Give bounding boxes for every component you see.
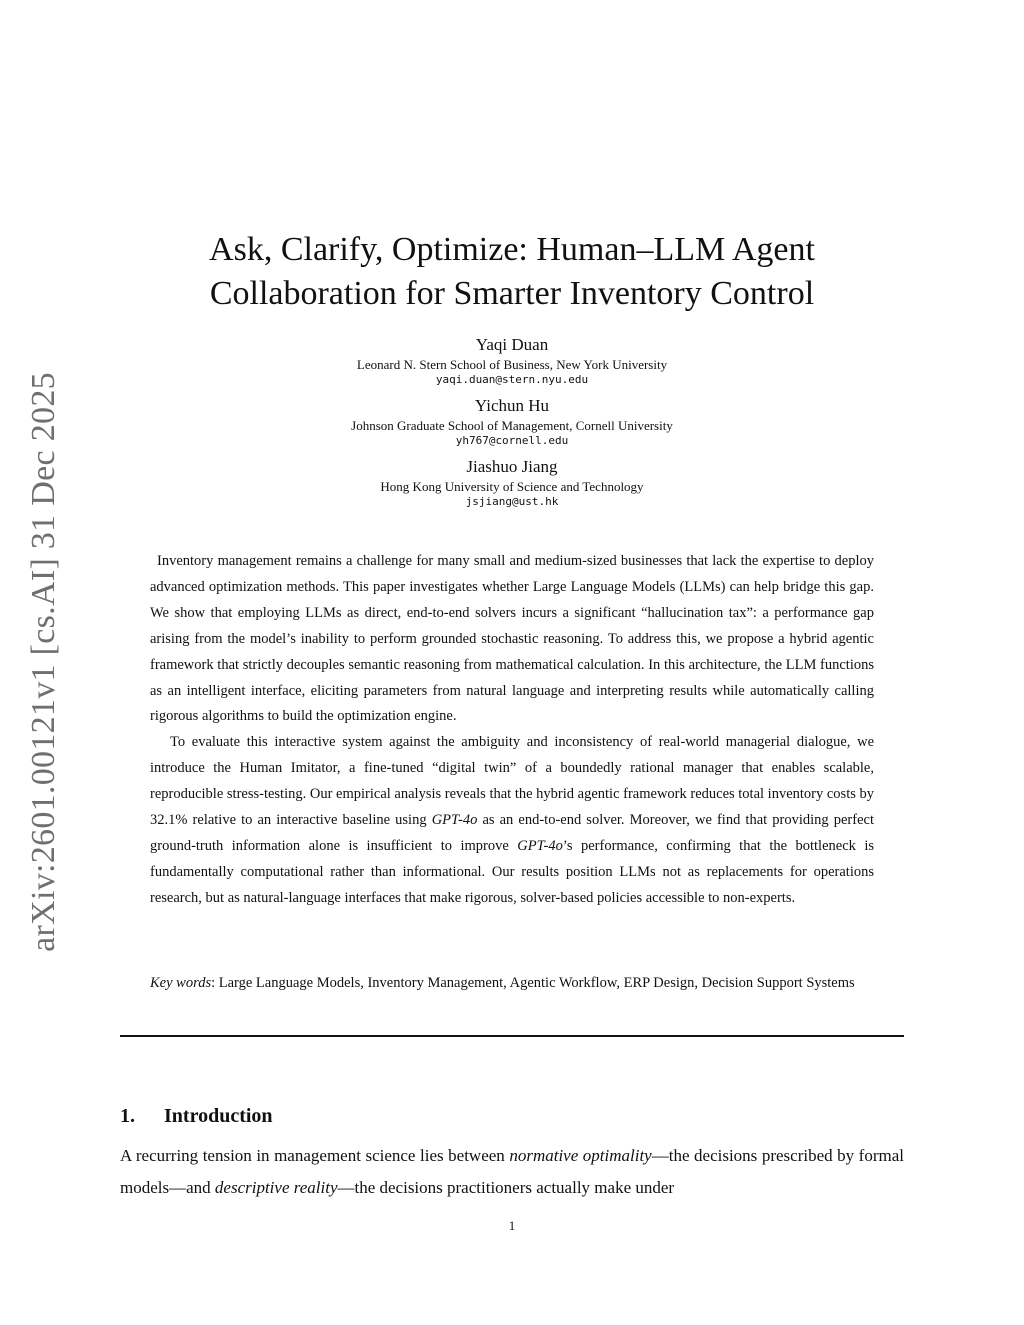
page-number: 1	[508, 1218, 516, 1233]
intro-text: —the decisions practitioners actually make under	[337, 1178, 675, 1197]
author-email: yh767@cornell.edu	[455, 434, 569, 447]
keywords-text: Large Language Models, Inventory Management, Agentic Workflow, ERP Design, Decision Support Systems	[218, 975, 855, 991]
abstract-text: To evaluate this interactive system against the ambiguity and inconsistency of real-world managerial dialogue, we introduce the Human Imitator, a fine-tuned “digital twin” of a boundedly rational manager that enables scalable, reproducible stress-testing. Our empirical analysis reveals that the hybrid agentic framework reduces total inventory costs by 32.1% relative to an interactive baseline using	[150, 734, 874, 829]
abstract-text: as an end-to-end solver. Moreover, we find that providing perfect ground-truth information alone is insufficient to improve	[150, 812, 874, 854]
paper-title	[120, 228, 904, 316]
arxiv-side-stamp: arXiv:2601.00121v1 [cs.AI] 31 Dec 2025	[25, 372, 62, 952]
intro-text: A recurring tension in management science lies between	[120, 1146, 510, 1165]
title-line-1: Ask, Clarify, Optimize: Human–LLM Agent	[209, 231, 815, 268]
author-block	[120, 334, 904, 517]
keywords-label: Key words	[150, 975, 212, 991]
abstract-text: ’s performance, confirming that the bottleneck is fundamentally computational rather than informational. Our results position LLMs not as replacements for operations research, but as natural-language interfaces that make rigorous, solver-based policies accessible to non-experts.	[150, 837, 874, 906]
author-1	[120, 334, 904, 386]
intro-text: —the decisions prescribed by formal models—and	[120, 1146, 904, 1197]
author-3	[120, 456, 904, 508]
author-affiliation: Johnson Graduate School of Management, Cornell University	[351, 418, 673, 433]
section-divider	[120, 1035, 904, 1037]
author-name: Jiashuo Jiang	[466, 457, 558, 476]
intro-emphasis: normative optimality	[509, 1146, 652, 1165]
author-email: jsjiang@ust.hk	[465, 495, 559, 508]
model-name: GPT-4o	[431, 812, 478, 829]
intro-paragraph	[120, 1140, 904, 1204]
author-email: yaqi.duan@stern.nyu.edu	[435, 373, 589, 386]
author-name: Yichun Hu	[474, 396, 550, 415]
abstract	[150, 549, 874, 912]
abstract-paragraph-1: Inventory management remains a challenge for many small and medium-sized businesses that lack the expertise to deploy advanced optimization methods. This paper investigates whether Large Language Models (LLMs) can help bridge this gap. We show that employing LLMs as direct, end-to-end solvers incurs a significant “hallucination tax”: a performance gap arising from the model’s inability to perform grounded stochastic reasoning. To address this, we propose a hybrid agentic framework that strictly decouples semantic reasoning from mathematical calculation. In this architecture, the LLM functions as an intelligent interface, eliciting parameters from natural language and interpreting results while automatically calling rigorous algorithms to build the optimization engine.	[150, 553, 874, 725]
title-line-2: Collaboration for Smarter Inventory Control	[209, 275, 815, 312]
keywords-separator: :	[211, 975, 219, 991]
keywords	[150, 970, 889, 996]
author-affiliation: Hong Kong University of Science and Technology	[380, 479, 644, 494]
author-affiliation: Leonard N. Stern School of Business, New York University	[356, 357, 668, 372]
model-name: GPT-4o	[517, 837, 563, 854]
abstract-paragraph-2	[150, 730, 874, 911]
section-heading	[120, 1105, 273, 1128]
intro-emphasis: descriptive reality	[214, 1178, 338, 1197]
author-2	[120, 395, 904, 447]
section-title: Introduction	[164, 1105, 273, 1127]
section-number: 1.	[120, 1105, 135, 1127]
author-name: Yaqi Duan	[475, 335, 549, 354]
